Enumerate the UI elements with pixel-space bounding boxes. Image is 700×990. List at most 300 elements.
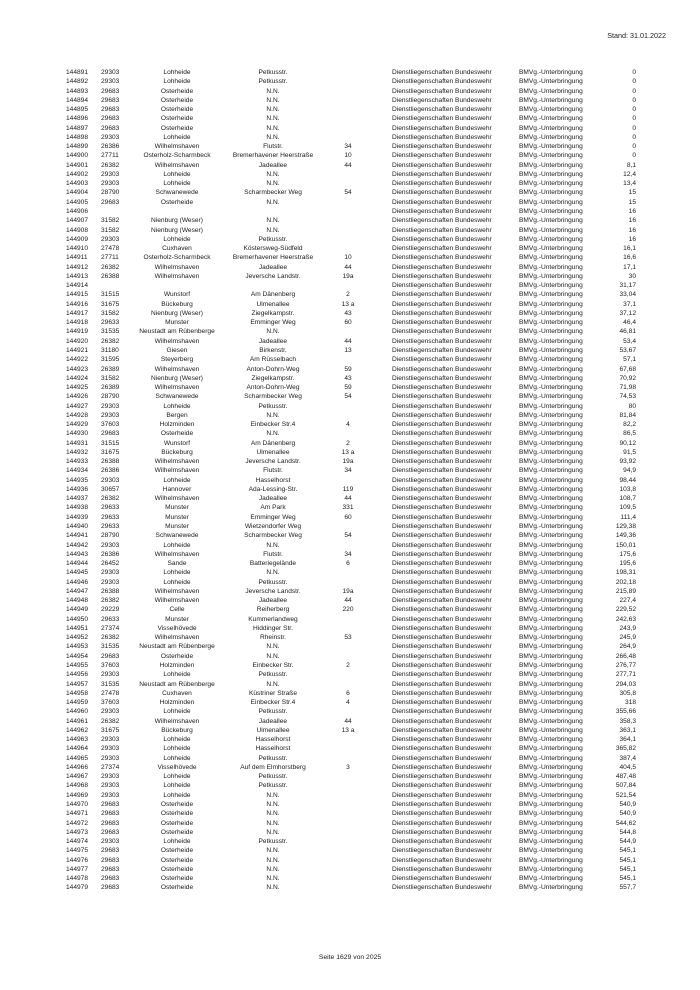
cell-usage: BMVg.-Unterbringung (519, 263, 583, 271)
cell-usage: BMVg.-Unterbringung (519, 643, 583, 651)
cell-property-type: Dienstliegenschaften Bundeswehr (392, 309, 492, 317)
cell-value: 15 (628, 198, 636, 206)
cell-street: N.N. (266, 643, 280, 651)
cell-postal-code: 26382 (101, 161, 120, 169)
cell-house-number (329, 865, 367, 874)
cell-id: 144915 (66, 291, 89, 299)
cell-spacer (367, 800, 392, 809)
cell-postal-code: 27478 (101, 245, 120, 253)
cell-id: 144893 (66, 87, 89, 95)
cell-city: Osterheide (160, 115, 194, 123)
cell-street: Hasselhorst (255, 745, 291, 753)
cell-street: Bremerhavener Heerstraße (232, 254, 314, 262)
cell-usage: BMVg.-Unterbringung (519, 448, 583, 456)
cell-usage: BMVg.-Unterbringung (519, 393, 583, 401)
cell-spacer (367, 466, 392, 475)
cell-property-type: Dienstliegenschaften Bundeswehr (392, 810, 492, 818)
cell-city: Schwanewede (155, 189, 199, 197)
cell-house-number (329, 670, 367, 679)
cell-id: 144937 (66, 495, 89, 503)
cell-postal-code: 29229 (101, 606, 120, 614)
cell-spacer (367, 216, 392, 225)
cell-street: N.N. (266, 226, 280, 234)
cell-house-number (329, 809, 367, 818)
cell-house-number: 60 (344, 513, 352, 521)
cell-value: 242,63 (615, 615, 636, 623)
cell-value: 57,1 (623, 356, 636, 364)
cell-postal-code: 29683 (101, 856, 120, 864)
cell-id: 144894 (66, 96, 89, 104)
cell-id: 144924 (66, 374, 89, 382)
cell-usage: BMVg.-Unterbringung (519, 356, 583, 364)
cell-city: Holzminden (159, 421, 195, 429)
cell-street: Scharmbecker Weg (244, 393, 302, 401)
cell-usage: BMVg.-Unterbringung (519, 726, 583, 734)
cell-street: Am Rüsselbach (249, 356, 297, 364)
table-row (66, 781, 636, 790)
cell-usage: BMVg.-Unterbringung (519, 198, 583, 206)
cell-postal-code: 29683 (101, 87, 120, 95)
cell-house-number (329, 198, 367, 207)
cell-city: Osterheide (160, 800, 194, 808)
cell-id: 144956 (66, 671, 89, 679)
cell-value: 404,5 (619, 763, 636, 771)
cell-spacer (367, 355, 392, 364)
cell-spacer (367, 846, 392, 855)
cell-id: 144918 (66, 319, 89, 327)
cell-street: Petkusstr. (258, 773, 288, 781)
cell-house-number (329, 735, 367, 744)
cell-city: Neustadt am Rübenberge (139, 680, 215, 688)
cell-street: Flutstr. (263, 143, 283, 151)
cell-city: Wilhelmshaven (154, 550, 200, 558)
cell-usage: BMVg.-Unterbringung (519, 504, 583, 512)
cell-street: Petkusstr. (258, 782, 288, 790)
cell-spacer (367, 781, 392, 790)
cell-city: Osterheide (160, 652, 194, 660)
cell-spacer (367, 402, 392, 411)
cell-spacer (367, 717, 392, 726)
cell-postal-code: 29633 (101, 504, 120, 512)
cell-id: 144920 (66, 337, 89, 345)
cell-postal-code (101, 281, 137, 290)
cell-street: Petkusstr. (258, 754, 288, 762)
cell-value: 103,8 (619, 485, 636, 493)
cell-postal-code: 29633 (101, 615, 120, 623)
cell-spacer (367, 281, 392, 290)
cell-house-number (329, 476, 367, 485)
cell-street: N.N. (266, 847, 280, 855)
cell-house-number (329, 216, 367, 225)
table-row (66, 587, 636, 596)
cell-property-type: Dienstliegenschaften Bundeswehr (392, 217, 492, 225)
cell-house-number (329, 96, 367, 105)
cell-spacer (367, 327, 392, 336)
cell-usage: BMVg.-Unterbringung (519, 513, 583, 521)
cell-property-type: Dienstliegenschaften Bundeswehr (392, 495, 492, 503)
cell-city: Lohheide (163, 671, 191, 679)
cell-usage: BMVg.-Unterbringung (519, 884, 583, 892)
cell-spacer (367, 96, 392, 105)
cell-id: 144972 (66, 819, 89, 827)
cell-value: 91,5 (623, 448, 636, 456)
cell-city: Neustadt am Rübenberge (139, 643, 215, 651)
cell-city: Hannover (162, 485, 192, 493)
cell-postal-code: 29683 (101, 106, 120, 114)
cell-property-type: Dienstliegenschaften Bundeswehr (392, 467, 492, 475)
cell-house-number: 13 a (341, 726, 355, 734)
cell-spacer (367, 383, 392, 392)
cell-postal-code: 29303 (101, 170, 120, 178)
cell-postal-code: 26382 (101, 495, 120, 503)
cell-spacer (367, 828, 392, 837)
cell-value: 67,68 (619, 365, 636, 373)
table-row (66, 772, 636, 781)
cell-house-number (329, 402, 367, 411)
table-row (66, 550, 636, 559)
cell-property-type: Dienstliegenschaften Bundeswehr (392, 587, 492, 595)
table-row (66, 457, 636, 466)
cell-postal-code: 31675 (101, 726, 120, 734)
cell-postal-code: 29633 (101, 319, 120, 327)
cell-street: N.N. (266, 328, 280, 336)
cell-city: Osterheide (160, 96, 194, 104)
cell-id: 144900 (66, 152, 89, 160)
cell-street: Petkusstr. (258, 235, 288, 243)
cell-id: 144896 (66, 115, 89, 123)
table-row (66, 633, 636, 642)
cell-value: 202,18 (615, 578, 636, 586)
cell-spacer (367, 161, 392, 170)
cell-postal-code: 29303 (101, 782, 120, 790)
cell-usage: BMVg.-Unterbringung (519, 96, 583, 104)
cell-value: 150,01 (615, 541, 636, 549)
cell-value: 86,5 (623, 430, 636, 438)
cell-postal-code: 29303 (101, 411, 120, 419)
cell-usage: BMVg.-Unterbringung (519, 865, 583, 873)
cell-spacer (367, 874, 392, 883)
cell-street: N.N. (266, 569, 280, 577)
cell-city: Osterheide (160, 884, 194, 892)
page-number: Seite 1629 von 2025 (318, 954, 382, 961)
table-row (66, 605, 636, 614)
cell-city: Wilhelmshaven (154, 272, 200, 280)
cell-id: 144974 (66, 838, 89, 846)
cell-street: Petkusstr. (258, 78, 288, 86)
cell-city: Osterheide (160, 198, 194, 206)
cell-property-type: Dienstliegenschaften Bundeswehr (392, 875, 492, 883)
cell-value: 31,17 (619, 282, 636, 290)
table-row (66, 707, 636, 716)
cell-spacer (367, 114, 392, 123)
cell-value: 544,9 (619, 838, 636, 846)
table-row (66, 856, 636, 865)
cell-property-type: Dienstliegenschaften Bundeswehr (392, 838, 492, 846)
cell-spacer (367, 772, 392, 781)
cell-street: Petkusstr. (258, 838, 288, 846)
table-row (66, 809, 636, 818)
cell-house-number (329, 744, 367, 753)
cell-id: 144963 (66, 736, 89, 744)
table-row (66, 680, 636, 689)
cell-postal-code: 26388 (101, 272, 120, 280)
table-row (66, 179, 636, 188)
cell-house-number (329, 615, 367, 624)
cell-value: 70,92 (619, 374, 636, 382)
cell-id: 144908 (66, 226, 89, 234)
cell-usage: BMVg.-Unterbringung (519, 439, 583, 447)
cell-id: 144954 (66, 652, 89, 660)
cell-property-type: Dienstliegenschaften Bundeswehr (392, 560, 492, 568)
table-row (66, 383, 636, 392)
cell-street: Am Dänenberg (250, 291, 296, 299)
table-row (66, 800, 636, 809)
cell-id: 144928 (66, 411, 89, 419)
cell-usage: BMVg.-Unterbringung (519, 254, 583, 262)
cell-property-type: Dienstliegenschaften Bundeswehr (392, 476, 492, 484)
cell-street: N.N. (266, 115, 280, 123)
cell-usage: BMVg.-Unterbringung (519, 810, 583, 818)
cell-usage: BMVg.-Unterbringung (519, 523, 583, 531)
cell-value: 33,04 (619, 291, 636, 299)
cell-spacer (367, 689, 392, 698)
cell-postal-code: 27374 (101, 624, 120, 632)
cell-street: Bremerhavener Heerstraße (232, 152, 314, 160)
table-row (66, 819, 636, 828)
cell-property-type: Dienstliegenschaften Bundeswehr (392, 124, 492, 132)
cell-house-number (329, 281, 367, 290)
table-row (66, 439, 636, 448)
cell-street: N.N. (266, 652, 280, 660)
table-row (66, 272, 636, 281)
cell-postal-code: 29303 (101, 773, 120, 781)
cell-spacer (367, 494, 392, 503)
cell-usage: BMVg.-Unterbringung (519, 800, 583, 808)
cell-value: 545,1 (619, 856, 636, 864)
table-row (66, 883, 636, 892)
cell-property-type: Dienstliegenschaften Bundeswehr (392, 96, 492, 104)
cell-house-number: 2 (346, 662, 350, 669)
cell-postal-code: 29303 (101, 402, 120, 410)
cell-house-number (329, 846, 367, 855)
cell-id: 144976 (66, 856, 89, 864)
cell-usage: BMVg.-Unterbringung (519, 754, 583, 762)
cell-street: N.N. (266, 800, 280, 808)
cell-id: 144949 (66, 606, 89, 614)
table-row (66, 170, 636, 179)
cell-property-type: Dienstliegenschaften Bundeswehr (392, 504, 492, 512)
cell-house-number: 54 (344, 532, 352, 540)
cell-id: 144916 (66, 300, 89, 308)
cell-spacer (367, 300, 392, 309)
table-row (66, 151, 636, 160)
cell-value: 13,4 (623, 180, 636, 188)
cell-value: 90,12 (619, 439, 636, 447)
cell-usage: BMVg.-Unterbringung (519, 467, 583, 475)
cell-id: 144923 (66, 365, 89, 373)
cell-street: Jadeallee (258, 263, 288, 271)
cell-spacer (367, 309, 392, 318)
cell-city: Wilhelmshaven (154, 634, 200, 642)
cell-id: 144922 (66, 356, 89, 364)
cell-city: Cuxhaven (162, 689, 192, 697)
cell-id: 144897 (66, 124, 89, 132)
cell-property-type: Dienstliegenschaften Bundeswehr (392, 541, 492, 549)
cell-city: Visselhövede (157, 624, 197, 632)
cell-house-number (329, 124, 367, 133)
cell-property-type: Dienstliegenschaften Bundeswehr (392, 819, 492, 827)
table-row (66, 207, 636, 216)
cell-city: Wunstorf (163, 439, 191, 447)
cell-id: 144955 (66, 662, 89, 669)
cell-value: 229,52 (615, 606, 636, 614)
cell-street: Jeversche Landstr. (245, 272, 301, 280)
cell-id: 144939 (66, 513, 89, 521)
cell-postal-code: 30657 (101, 485, 120, 493)
cell-house-number: 43 (344, 374, 352, 382)
cell-postal-code: 29683 (101, 652, 120, 660)
cell-postal-code: 29683 (101, 875, 120, 883)
cell-postal-code: 29683 (101, 865, 120, 873)
cell-usage: BMVg.-Unterbringung (519, 402, 583, 410)
cell-value: 507,84 (615, 782, 636, 790)
table-row (66, 318, 636, 327)
cell-city: Nienburg (Weser) (151, 374, 203, 382)
cell-spacer (367, 337, 392, 346)
cell-value: 149,36 (615, 532, 636, 540)
cell-id: 144944 (66, 560, 89, 568)
cell-house-number: 44 (344, 597, 352, 605)
cell-usage: BMVg.-Unterbringung (519, 87, 583, 95)
cell-value: 557,7 (619, 884, 636, 892)
cell-spacer (367, 133, 392, 142)
cell-street: N.N. (266, 133, 280, 141)
cell-property-type: Dienstliegenschaften Bundeswehr (392, 643, 492, 651)
cell-city: Munster (165, 523, 189, 531)
cell-usage: BMVg.-Unterbringung (519, 875, 583, 883)
cell-id: 144898 (66, 133, 89, 141)
cell-property-type: Dienstliegenschaften Bundeswehr (392, 782, 492, 790)
cell-spacer (367, 587, 392, 596)
cell-city: Bückeburg (161, 726, 193, 734)
cell-city: Wilhelmshaven (154, 495, 200, 503)
cell-street: N.N. (266, 124, 280, 132)
cell-postal-code: 26382 (101, 597, 120, 605)
cell-spacer (367, 596, 392, 605)
cell-id: 144929 (66, 421, 89, 429)
cell-id: 144971 (66, 810, 89, 818)
cell-spacer (367, 559, 392, 568)
cell-property-type: Dienstliegenschaften Bundeswehr (392, 235, 492, 243)
cell-property-type: Dienstliegenschaften Bundeswehr (392, 671, 492, 679)
table-row (66, 670, 636, 679)
cell-city: Nienburg (Weser) (151, 217, 203, 225)
cell-street: Anton-Dohrn-Weg (246, 384, 300, 392)
cell-spacer (367, 207, 392, 216)
cell-property-type: Dienstliegenschaften Bundeswehr (392, 523, 492, 531)
cell-property-type: Dienstliegenschaften Bundeswehr (392, 115, 492, 123)
cell-value: 487,48 (615, 773, 636, 781)
cell-house-number (329, 68, 367, 77)
cell-usage: BMVg.-Unterbringung (519, 189, 583, 197)
cell-property-type: Dienstliegenschaften Bundeswehr (392, 439, 492, 447)
table-row (66, 68, 636, 77)
cell-usage: BMVg.-Unterbringung (519, 560, 583, 568)
cell-postal-code: 31582 (101, 217, 120, 225)
cell-id: 144973 (66, 828, 89, 836)
cell-spacer (367, 253, 392, 262)
cell-usage: BMVg.-Unterbringung (519, 282, 583, 290)
cell-city: Lohheide (163, 235, 191, 243)
cell-value: 545,1 (619, 875, 636, 883)
cell-spacer (367, 68, 392, 77)
cell-usage: BMVg.-Unterbringung (519, 662, 583, 669)
table-row (66, 717, 636, 726)
cell-spacer (367, 272, 392, 281)
cell-postal-code: 26386 (101, 550, 120, 558)
cell-property-type: Dienstliegenschaften Bundeswehr (392, 652, 492, 660)
cell-value: 540,9 (619, 800, 636, 808)
cell-value: 545,1 (619, 847, 636, 855)
cell-property-type: Dienstliegenschaften Bundeswehr (392, 207, 492, 215)
cell-city: Lohheide (163, 782, 191, 790)
cell-id: 144975 (66, 847, 89, 855)
cell-city: Lohheide (163, 541, 191, 549)
cell-postal-code: 26452 (101, 560, 120, 568)
cell-usage: BMVg.-Unterbringung (519, 272, 583, 280)
cell-postal-code: 37603 (101, 699, 120, 707)
cell-street: Petkusstr. (258, 671, 288, 679)
cell-spacer (367, 568, 392, 577)
table-row (66, 346, 636, 355)
cell-spacer (367, 541, 392, 550)
cell-postal-code: 29683 (101, 884, 120, 892)
table-row (66, 763, 636, 772)
cell-value: 53,4 (623, 337, 636, 345)
cell-usage: BMVg.-Unterbringung (519, 550, 583, 558)
cell-id: 144903 (66, 180, 89, 188)
cell-house-number: 2 (346, 439, 350, 447)
cell-city: Steyerberg (160, 356, 194, 364)
cell-id: 144961 (66, 717, 89, 725)
cell-property-type: Dienstliegenschaften Bundeswehr (392, 421, 492, 429)
cell-value: 355,66 (615, 708, 636, 716)
cell-value: 71,98 (619, 384, 636, 392)
cell-street: N.N. (266, 430, 280, 438)
cell-house-number: 34 (344, 467, 352, 475)
cell-usage: BMVg.-Unterbringung (519, 291, 583, 299)
cell-value: 0 (632, 106, 636, 114)
cell-property-type: Dienstliegenschaften Bundeswehr (392, 384, 492, 392)
cell-house-number (329, 856, 367, 865)
cell-value: 198,31 (615, 569, 636, 577)
cell-house-number: 331 (342, 504, 354, 512)
cell-property-type: Dienstliegenschaften Bundeswehr (392, 458, 492, 466)
cell-property-type: Dienstliegenschaften Bundeswehr (392, 402, 492, 410)
cell-street: N.N. (266, 541, 280, 549)
cell-usage: BMVg.-Unterbringung (519, 309, 583, 317)
cell-value: 108,7 (619, 495, 636, 503)
cell-city: Lohheide (163, 838, 191, 846)
cell-city: Wilhelmshaven (154, 597, 200, 605)
cell-property-type: Dienstliegenschaften Bundeswehr (392, 374, 492, 382)
cell-usage: BMVg.-Unterbringung (519, 615, 583, 623)
cell-spacer (367, 670, 392, 679)
cell-street: Emminger Weg (250, 319, 296, 327)
cell-street: Scharmbecker Weg (244, 532, 302, 540)
table-row (66, 290, 636, 299)
cell-value: 15 (628, 189, 636, 197)
